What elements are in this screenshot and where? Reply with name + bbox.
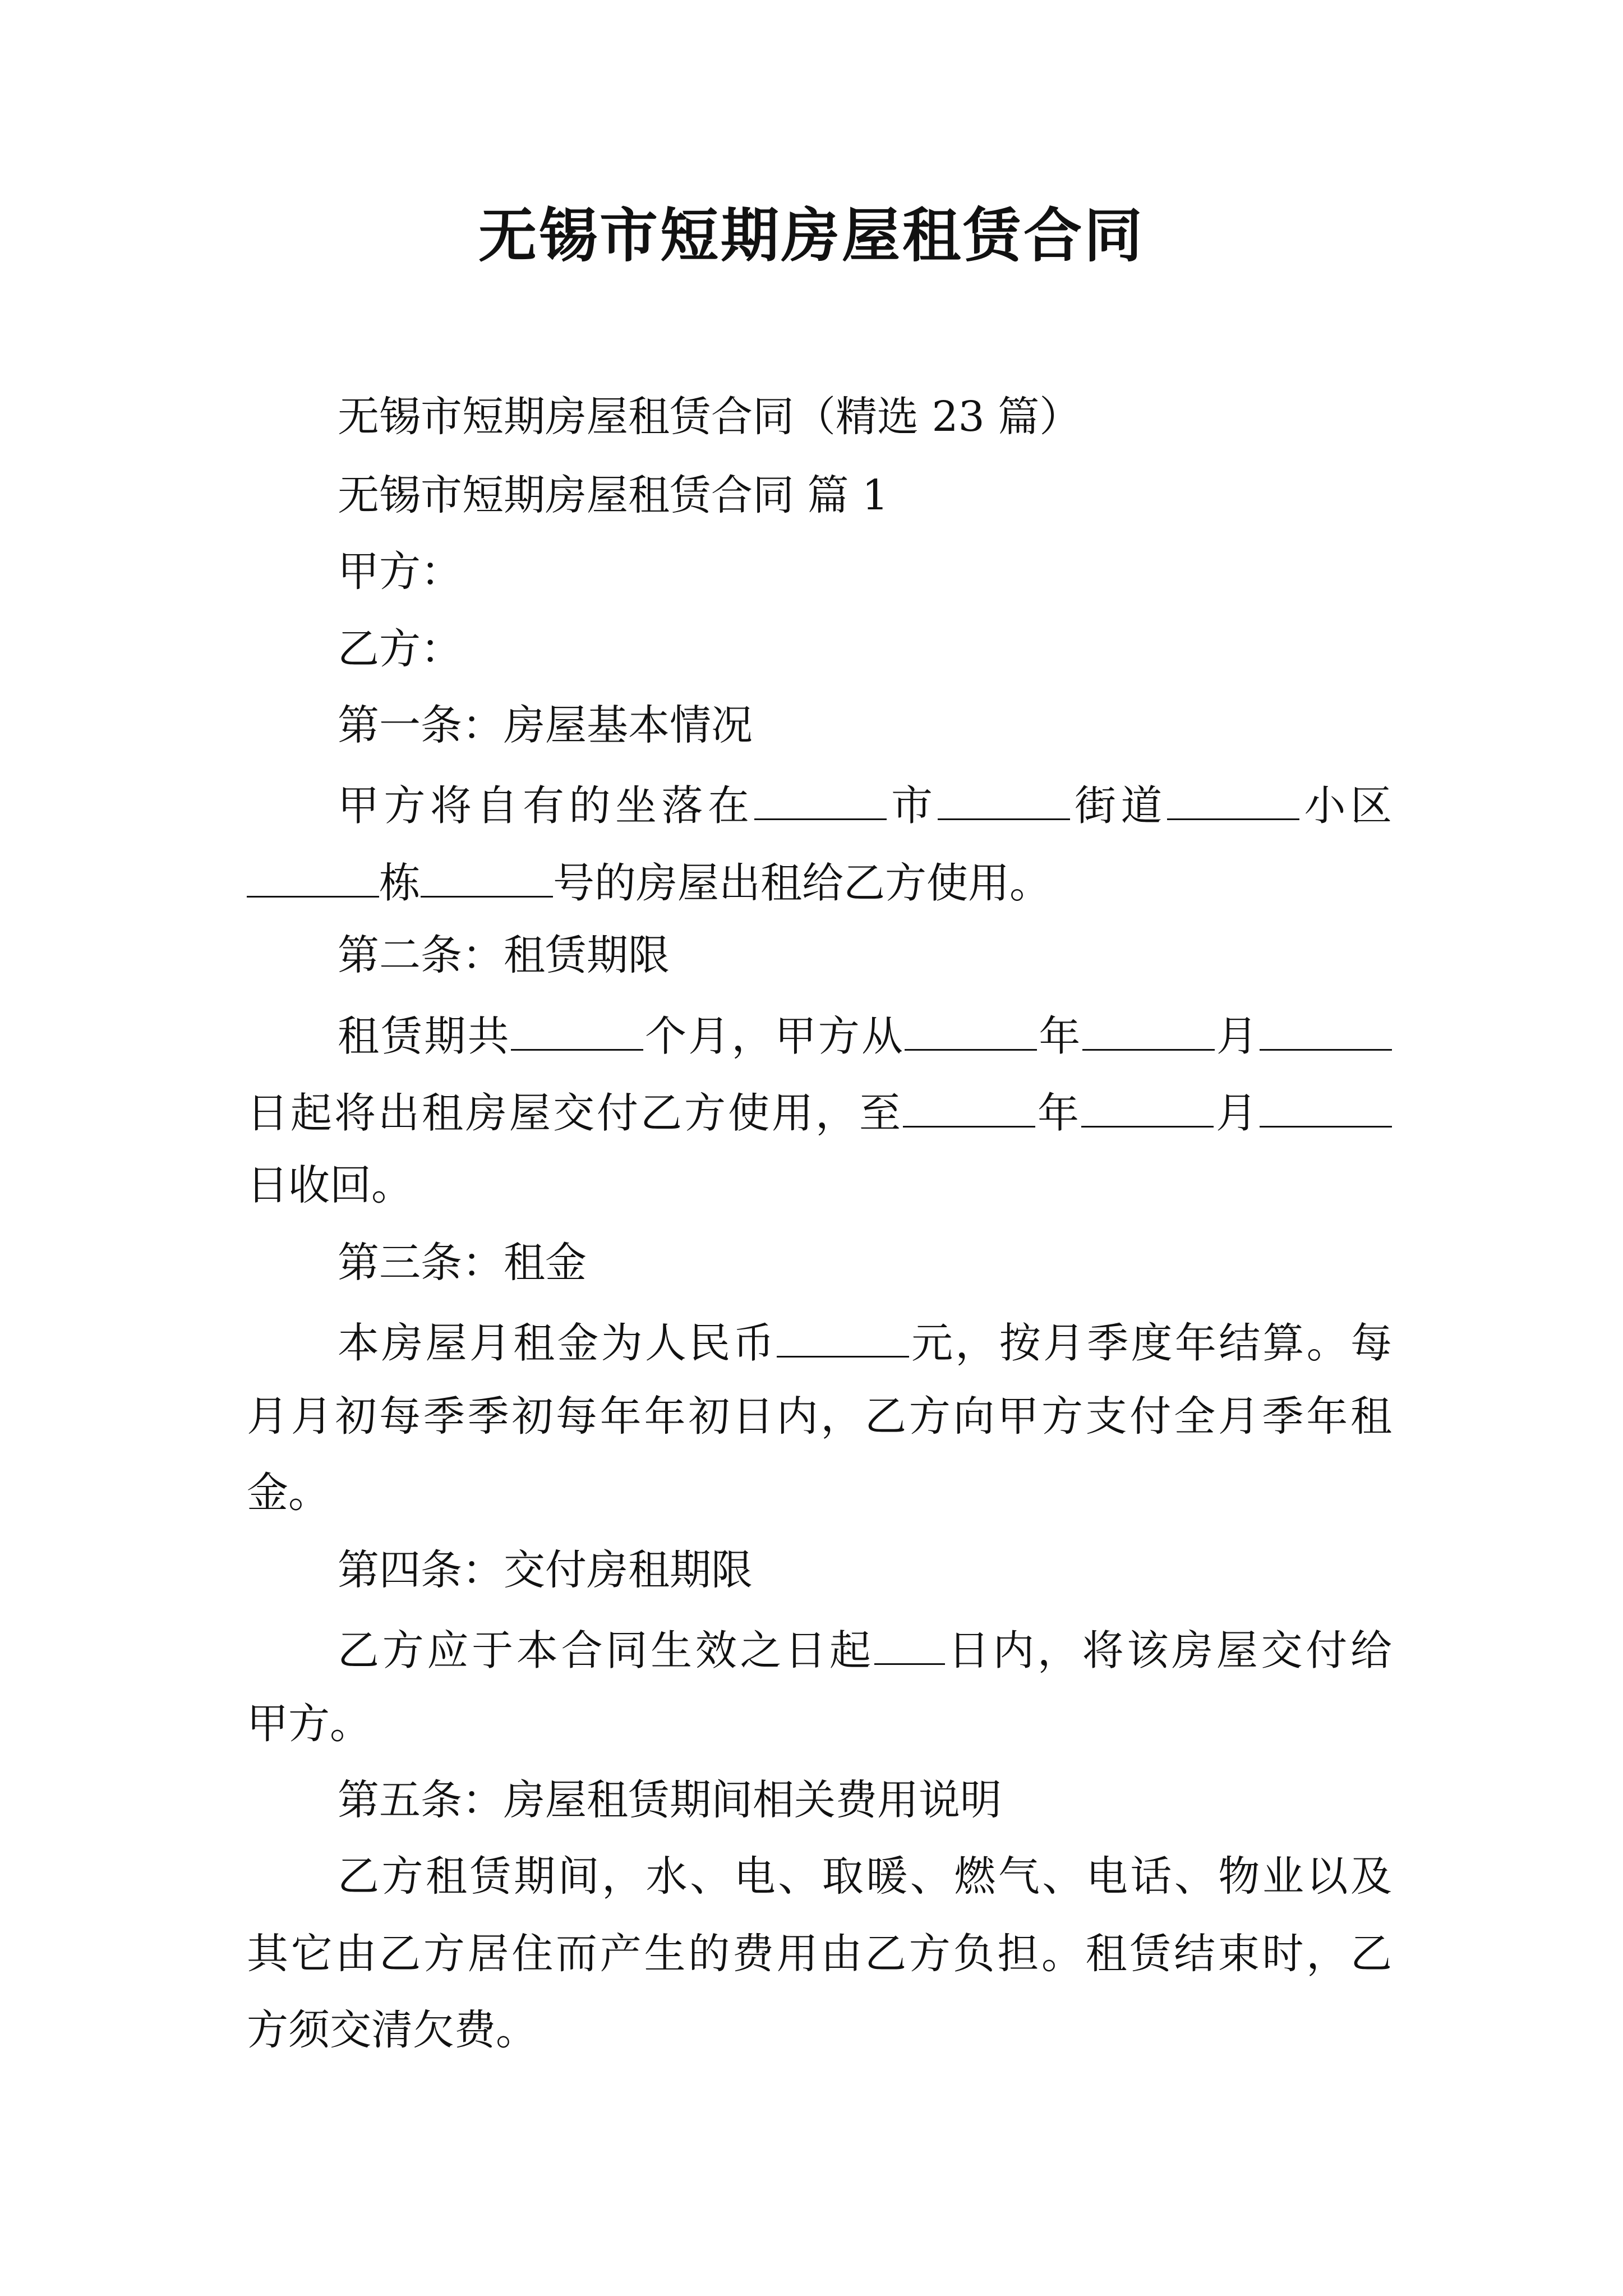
article-2-text: 月	[1214, 1012, 1260, 1061]
article-4-line-1	[338, 1626, 1393, 1675]
article-5-heading: 第五条：房屋租赁期间相关费用说明	[338, 1776, 1002, 1824]
document-title: 无锡市短期房屋租赁合同	[478, 201, 1145, 270]
article-2-heading: 第二条：租赁期限	[338, 931, 670, 979]
article-1-heading: 第一条：房屋基本情况	[338, 701, 753, 749]
article-4-text: 日内，将该房屋交付给	[944, 1626, 1393, 1675]
street-blank	[938, 781, 1070, 820]
article-2-line-3: 日收回。	[247, 1161, 413, 1209]
article-4-line-2: 甲方。	[247, 1700, 371, 1748]
section-heading: 无锡市短期房屋租赁合同 篇 1	[338, 471, 889, 519]
document-subtitle: 无锡市短期房屋租赁合同（精选 23 篇）	[338, 393, 1081, 441]
article-2-text: 租赁期共	[338, 1012, 511, 1061]
article-2-text: 月	[1214, 1089, 1260, 1138]
article-3-line-1	[338, 1318, 1393, 1368]
article-5-line-2: 其它由乙方居住而产生的费用由乙方负担。租赁结束时，乙	[247, 1930, 1392, 1978]
article-3-text: 本房屋月租金为人民币	[338, 1319, 777, 1368]
days-blank	[874, 1626, 945, 1665]
article-2-text: 年	[1035, 1089, 1081, 1138]
end-month-blank	[1081, 1088, 1214, 1128]
party-b-label: 乙方：	[338, 625, 462, 673]
article-4-text: 乙方应于本合同生效之日起	[338, 1626, 874, 1675]
community-blank	[1167, 781, 1299, 820]
article-4-heading: 第四条：交付房租期限	[338, 1546, 753, 1594]
article-1-text: 小区	[1299, 781, 1392, 830]
article-2-line-1	[338, 1011, 1392, 1061]
rent-amount-blank	[777, 1318, 909, 1358]
article-1-line-1	[338, 781, 1392, 830]
article-3-heading: 第三条：租金	[338, 1239, 587, 1287]
article-1-text: 甲方将自有的坐落在	[338, 781, 754, 830]
article-1-text: 号的房屋出租给乙方使用。	[553, 859, 1051, 908]
months-blank	[511, 1011, 643, 1051]
article-2-text: 年	[1037, 1012, 1082, 1061]
start-day-blank	[1260, 1011, 1392, 1051]
number-blank	[421, 858, 553, 898]
start-year-blank	[905, 1011, 1037, 1051]
article-2-text: 日起将出租房屋交付乙方使用，至	[247, 1089, 903, 1138]
article-1-line-2	[247, 858, 1051, 908]
city-blank	[754, 781, 887, 820]
article-3-text: 元，按月季度年结算。每	[909, 1319, 1393, 1368]
article-5-line-1: 乙方租赁期间，水、电、取暖、燃气、电话、物业以及	[338, 1852, 1392, 1901]
article-3-line-2: 月月初每季季初每年年初日内，乙方向甲方支付全月季年租	[247, 1392, 1392, 1441]
article-1-text: 栋	[379, 859, 421, 908]
article-1-text: 市	[886, 781, 938, 830]
article-1-text: 街道	[1069, 781, 1167, 830]
article-3-line-3: 金。	[247, 1469, 330, 1517]
article-2-line-2	[247, 1088, 1392, 1138]
article-5-line-3: 方须交清欠费。	[247, 2006, 537, 2054]
end-day-blank	[1260, 1088, 1392, 1128]
party-a-label: 甲方：	[338, 547, 462, 596]
building-blank	[247, 858, 379, 898]
start-month-blank	[1082, 1011, 1215, 1051]
article-2-text: 个月，甲方从	[643, 1012, 905, 1061]
end-year-blank	[903, 1088, 1035, 1128]
